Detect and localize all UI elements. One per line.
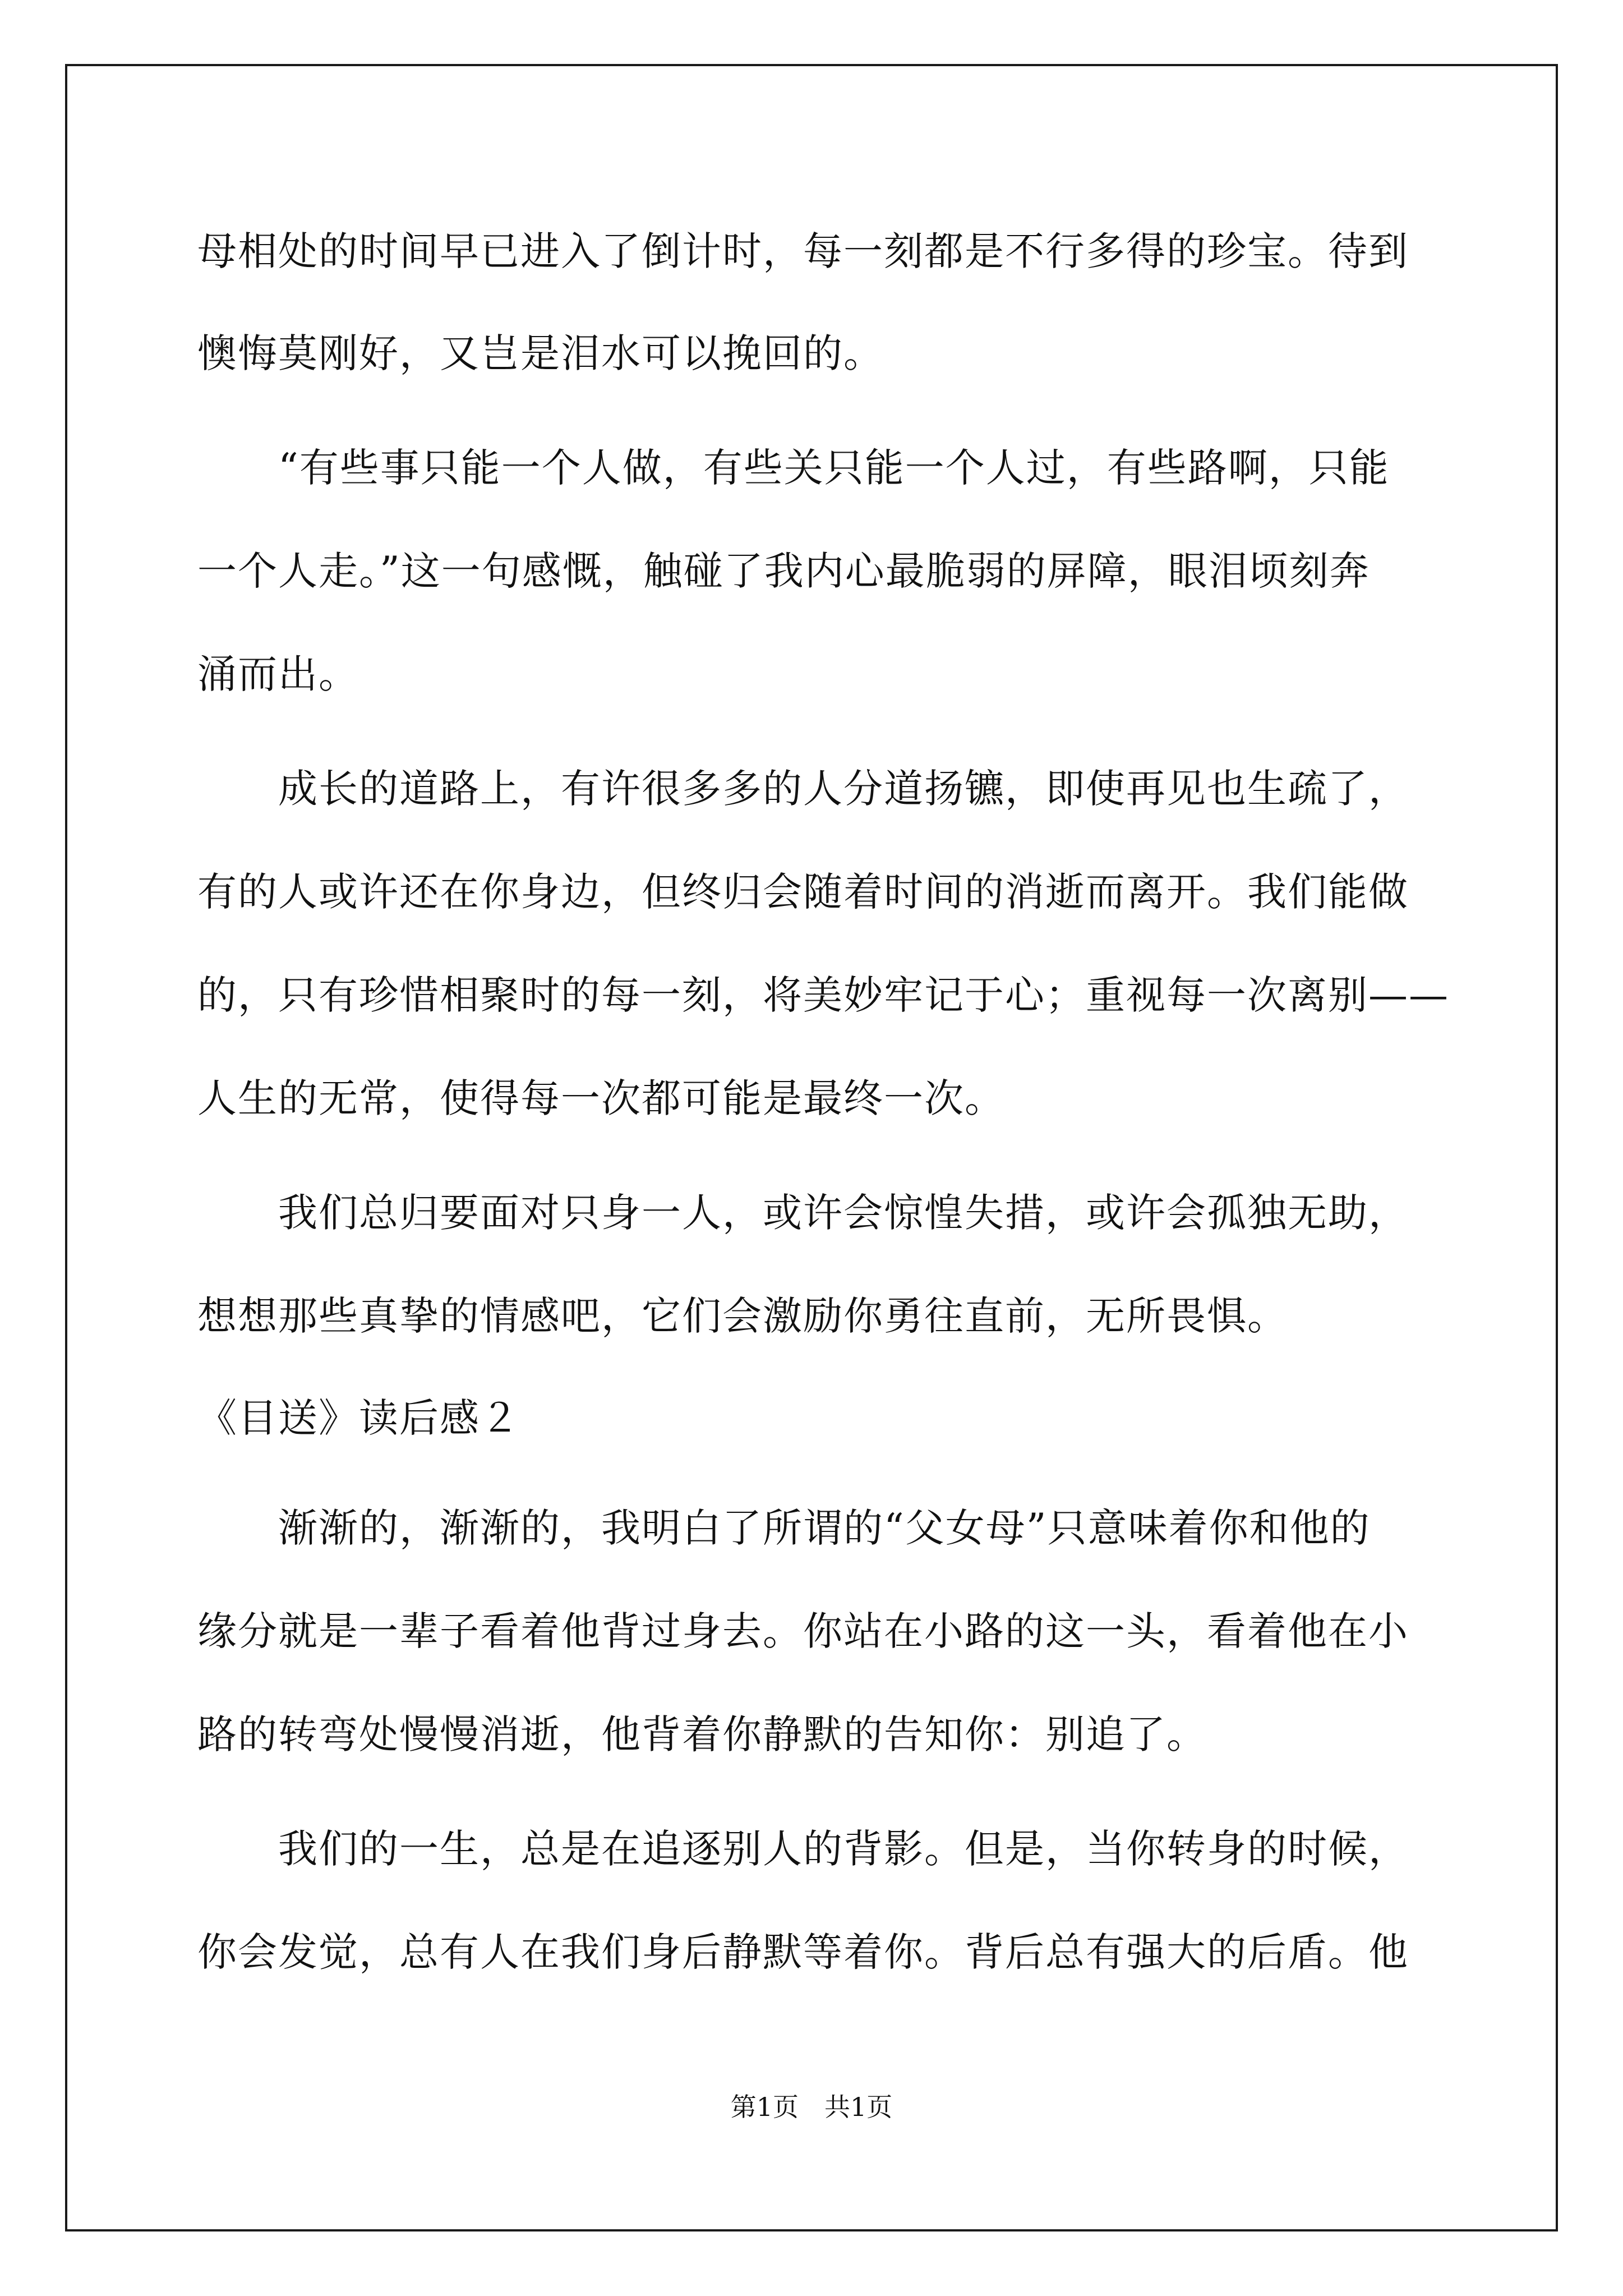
text-line: 你会发觉，总有人在我们身后静默等着你。背后总有强大的后盾。他	[197, 1929, 1409, 1975]
text-line: 的，只有珍惜相聚时的每一刻，将美妙牢记于心；重视每一次离别——	[197, 972, 1449, 1018]
text-line: 缘分就是一辈子看着他背过身去。你站在小路的这一头，看着他在小	[197, 1608, 1409, 1654]
text-line: 有的人或许还在你身边，但终归会随着时间的消逝而离开。我们能做	[197, 869, 1409, 915]
text-line: 涌而出。	[197, 651, 359, 697]
text-line: 路的转弯处慢慢消逝，他背着你静默的告知你：别追了。	[197, 1711, 1207, 1757]
text-line: 人生的无常，使得每一次都可能是最终一次。	[197, 1075, 1005, 1121]
text-line: 母相处的时间早已进入了倒计时，每一刻都是不行多得的珍宝。待到	[197, 228, 1409, 274]
text-line: 成长的道路上，有许很多多的人分道扬镳，即使再见也生疏了，	[197, 766, 1409, 812]
text-line: 我们的一生，总是在追逐别人的背影。但是，当你转身的时候，	[197, 1826, 1409, 1872]
text-line: 想想那些真挚的情感吧，它们会激励你勇往直前，无所畏惧。	[197, 1293, 1288, 1339]
page-footer: 第1页 共1页	[730, 2092, 893, 2122]
text-line: “有些事只能一个人做，有些关只能一个人过，有些路啊，只能	[197, 445, 1390, 491]
text-line: 我们总归要面对只身一人，或许会惊惶失措，或许会孤独无助，	[197, 1190, 1409, 1236]
page-border	[65, 64, 1558, 2231]
section-heading: 《目送》读后感２	[197, 1395, 520, 1441]
text-line: 一个人走。”这一句感慨，触碰了我内心最脆弱的屏障，眼泪顷刻奔	[197, 548, 1370, 594]
text-line: 懊悔莫刚好，又岂是泪水可以挽回的。	[197, 330, 884, 376]
text-line: 渐渐的，渐渐的，我明白了所谓的“父女母”只意味着你和他的	[197, 1505, 1371, 1551]
